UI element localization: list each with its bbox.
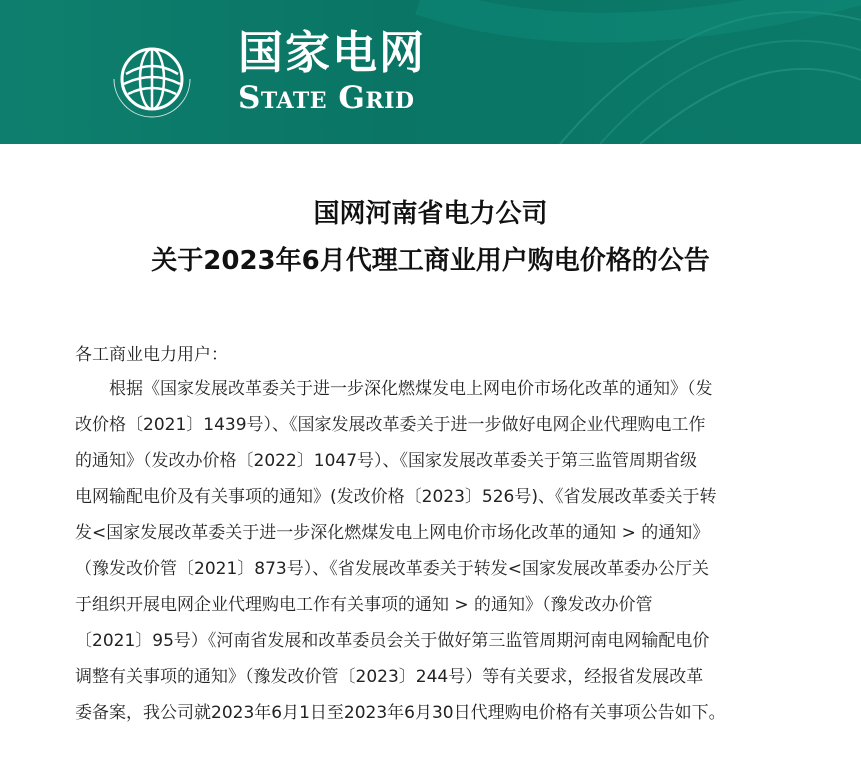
body-line: 于组织开展电网企业代理购电工作有关事项的通知 > 的通知》（豫发改办价管 [75,595,653,615]
salutation: 各工商业电力用户： [75,345,228,365]
body-line: 调整有关事项的通知》（豫发改价管〔2023〕244号）等有关要求，经报省发展改革 [75,667,704,687]
body-line: 的通知》（发改办价格〔2022〕1047号）、《国家发展改革委关于第三监管周期省级 [75,451,698,471]
document-title-line1: 国网河南省电力公司 [313,199,548,229]
body-line: 改价格〔2021〕1439号）、《国家发展改革委关于进一步做好电网企业代理购电工作 [75,415,706,435]
state-grid-emblem-icon [104,34,200,120]
body-line: 委备案，我公司就2023年6月1日至2023年6月30日代理购电价格有关事项公告如下。 [75,703,726,723]
brand-name-chinese: 国家电网 [238,26,427,79]
body-line: 〔2021〕95号）《河南省发展和改革委员会关于做好第三监管周期河南电网输配电价 [75,631,710,651]
header-banner [0,0,861,144]
body-line: 发<国家发展改革委关于进一步深化燃煤发电上网电价市场化改革的通知 > 的通知》 [75,523,710,543]
body-line: 根据《国家发展改革委关于进一步深化燃煤发电上网电价市场化改革的通知》（发 [109,379,713,399]
brand-name-english: State Grid [238,80,415,116]
document-title-line2: 关于2023年6月代理工商业用户购电价格的公告 [151,246,710,276]
body-line: （豫发改价管〔2021〕873号）、《省发展改革委关于转发<国家发展改革委办公厅关 [75,559,709,579]
body-line: 电网输配电价及有关事项的通知》(发改价格〔2023〕526号)、《省发展改革委关于转 [75,487,717,507]
